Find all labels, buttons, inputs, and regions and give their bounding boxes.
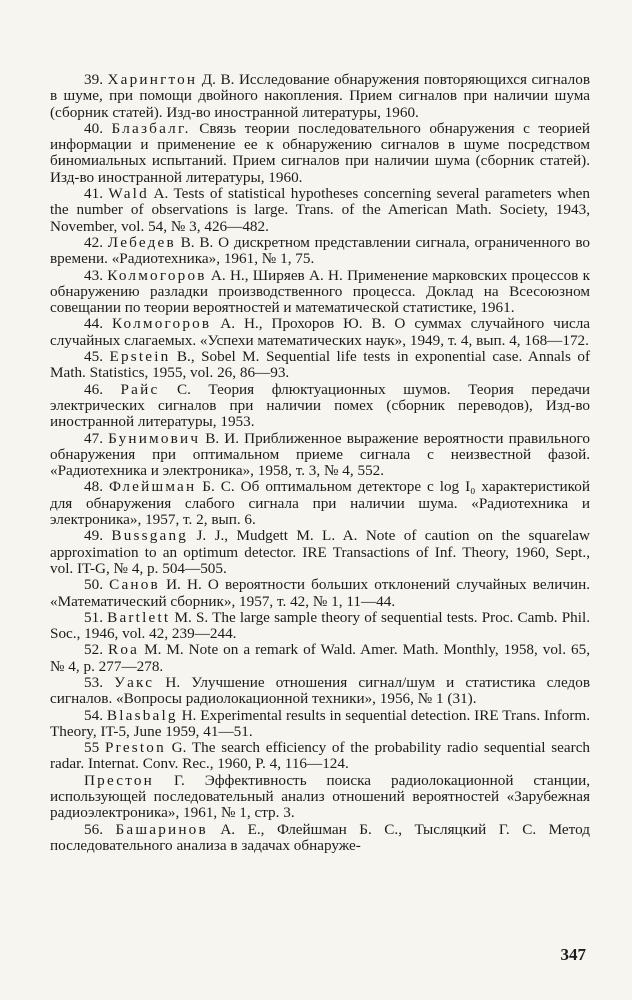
reference-entry: [50, 479, 590, 528]
reference-number: 39.: [84, 71, 103, 88]
reference-text: А. Н., Ширяев А. Н. Применение марковских процессов к обнаружению разладки производственного процесса. Доклад на Всесоюзном совещании по теории вероятностей и математической статистике, 1961.: [50, 266, 590, 317]
reference-entry: [50, 642, 590, 675]
reference-text: Связь теории последовательного обнаружения с теорией информации и применение ее к обнаружению сигналов в шуме посредством биномиальных испытаний. Прием сигналов при наличии шума (сборник статей). Изд-во иностранной литературы, 1960.: [50, 119, 590, 186]
reference-entry: [50, 235, 590, 268]
reference-author: Престон: [84, 771, 154, 789]
reference-author: Колмогоров: [107, 266, 207, 284]
reference-number: 47.: [84, 429, 103, 447]
reference-author: Bussgang: [111, 527, 189, 545]
reference-text: А. Е., Флейшман Б. С., Тысляцкий Г. С. Метод последовательного анализа в задачах обнаруже-: [50, 820, 590, 854]
reference-number: 45.: [84, 348, 103, 366]
reference-text: В. В. О дискретном представлении сигнала, ограниченного во времени. «Радиотехника», 1961, № 1, 75.: [50, 233, 591, 268]
reference-entry: [50, 528, 590, 577]
reference-number: 54.: [84, 706, 103, 724]
reference-author: Wald: [108, 185, 149, 203]
reference-author: Bartlett: [107, 608, 171, 626]
reference-number: 41.: [84, 185, 103, 203]
reference-author: Санов: [109, 576, 160, 594]
reference-author: Башаринов: [115, 820, 208, 838]
page-number: 347: [560, 945, 586, 964]
reference-author: Epstein: [109, 348, 171, 366]
reference-entry: [50, 610, 590, 643]
reference-entry: [50, 431, 590, 480]
reference-entry: [50, 121, 590, 186]
reference-number: 49.: [84, 527, 103, 545]
reference-entry: [50, 316, 590, 349]
reference-entry: [50, 822, 590, 855]
reference-entry: [50, 577, 590, 610]
reference-author: Харингтон: [107, 71, 198, 88]
reference-text: G. The search efficiency of the probability radio sequential search radar. Internat. Conv. Rec., 1960, P. 4, 116—124.: [50, 739, 591, 773]
reference-author: Preston: [104, 739, 166, 757]
reference-text: H. Experimental results in sequential detection. IRE Trans. Inform. Theory, IT-5, June 1959, 41—51.: [50, 706, 591, 740]
reference-author: Блазбалг.: [111, 119, 191, 137]
reference-author: Райс: [120, 380, 160, 398]
reference-entry: [50, 268, 590, 317]
reference-entry: [50, 740, 590, 773]
reference-entry: [50, 72, 590, 121]
reference-number: 53.: [84, 673, 103, 691]
reference-author: Уакс: [114, 673, 155, 691]
reference-author: Blasbalg: [106, 706, 178, 724]
reference-text: В. И. Приближенное выражение вероятности правильного обнаружения при оптимальном приеме сигнала с неизвестной фазой. «Радиотехника и электроника», 1958, т. 3, № 4, 552.: [50, 429, 591, 480]
reference-entry: [50, 382, 590, 431]
reference-text: M. M. Note on a remark of Wald. Amer. Math. Monthly, 1958, vol. 65, № 4, p. 277—278.: [50, 641, 590, 675]
reference-text: Н. Улучшение отношения сигнал/шум и статистика следов сигналов. «Вопросы радиолокационной техники», 1956, № 1 (31).: [50, 673, 591, 708]
reference-number: 44.: [84, 315, 103, 333]
reference-text: J. J., Mudgett M. L. A. Note of caution on the squarelaw approximation to an optimum detector. IRE Transactions of Inf. Theory, 1960, Sept., vol. IT-G, № 4, p. 504—505.: [50, 527, 591, 577]
reference-number: 46.: [84, 380, 103, 398]
reference-author: Roa: [107, 641, 140, 659]
reference-entry: [50, 349, 590, 382]
reference-text: M. S. The large sample theory of sequential tests. Proc. Camb. Phil. Soc., 1946, vol. 42, 239—244.: [50, 608, 591, 643]
reference-text: Б. С. Об оптимальном детекторе с log I₀ характеристикой для обнаружения слабого сигнала при наличии шума. «Радиотехника и электроника», 1957, т. 2, вып. 6.: [50, 478, 591, 529]
reference-entry: [50, 773, 590, 822]
reference-number: 42.: [84, 233, 103, 251]
reference-list: [50, 72, 590, 854]
reference-entry: [50, 186, 590, 235]
reference-text: Д. В. Исследование обнаружения повторяющихся сигналов в шуме, при помощи двойного накопления. Прием сигналов при наличии шума (сборник статей). Изд-во иностранной литературы, 1960.: [50, 71, 590, 121]
reference-text: Г. Эффективность поиска радиолокационной станции, использующей последовательный анализ отношений вероятностей «Зарубежная радиоэлектроника», 1961, № 1, стр. 3.: [50, 771, 591, 822]
reference-number: 40.: [84, 119, 103, 137]
reference-number: 43.: [84, 266, 103, 284]
reference-text: A. Tests of statistical hypotheses concerning several parameters when the number of observations is large. Trans. of the American Math. Society, 1943, November, vol. 54, № 3, 426—482.: [50, 185, 590, 235]
reference-entry: [50, 675, 590, 708]
reference-number: 56.: [84, 820, 103, 838]
reference-text: С. Теория флюктуационных шумов. Теория передачи электрических сигналов при наличии помех (сборник переводов), Изд-во иностранной литературы, 1953.: [50, 380, 590, 431]
reference-author: Колмогоров: [111, 315, 212, 333]
reference-text: И. Н. О вероятности больших отклонений случайных величин. «Математический сборник», 1957, т. 42, № 1, 11—44.: [50, 576, 591, 610]
reference-number: 50.: [84, 576, 103, 594]
reference-number: 48.: [84, 478, 103, 496]
reference-text: А. Н., Прохоров Ю. В. О суммах случайного числа случайных слагаемых. «Успехи математических наук», 1949, т. 4, вып. 4, 168—172.: [50, 315, 591, 349]
reference-author: Флейшман: [108, 478, 197, 496]
reference-number: 55: [84, 739, 100, 757]
reference-text: B., Sobel M. Sequential life tests in exponential case. Annals of Math. Statistics, 1955, vol. 26, 86—93.: [50, 348, 591, 382]
reference-number: 52.: [84, 641, 103, 659]
reference-author: Лебедев: [107, 233, 176, 251]
reference-author: Бунимович: [108, 429, 201, 447]
reference-entry: [50, 708, 590, 741]
reference-number: 51.: [84, 608, 103, 626]
